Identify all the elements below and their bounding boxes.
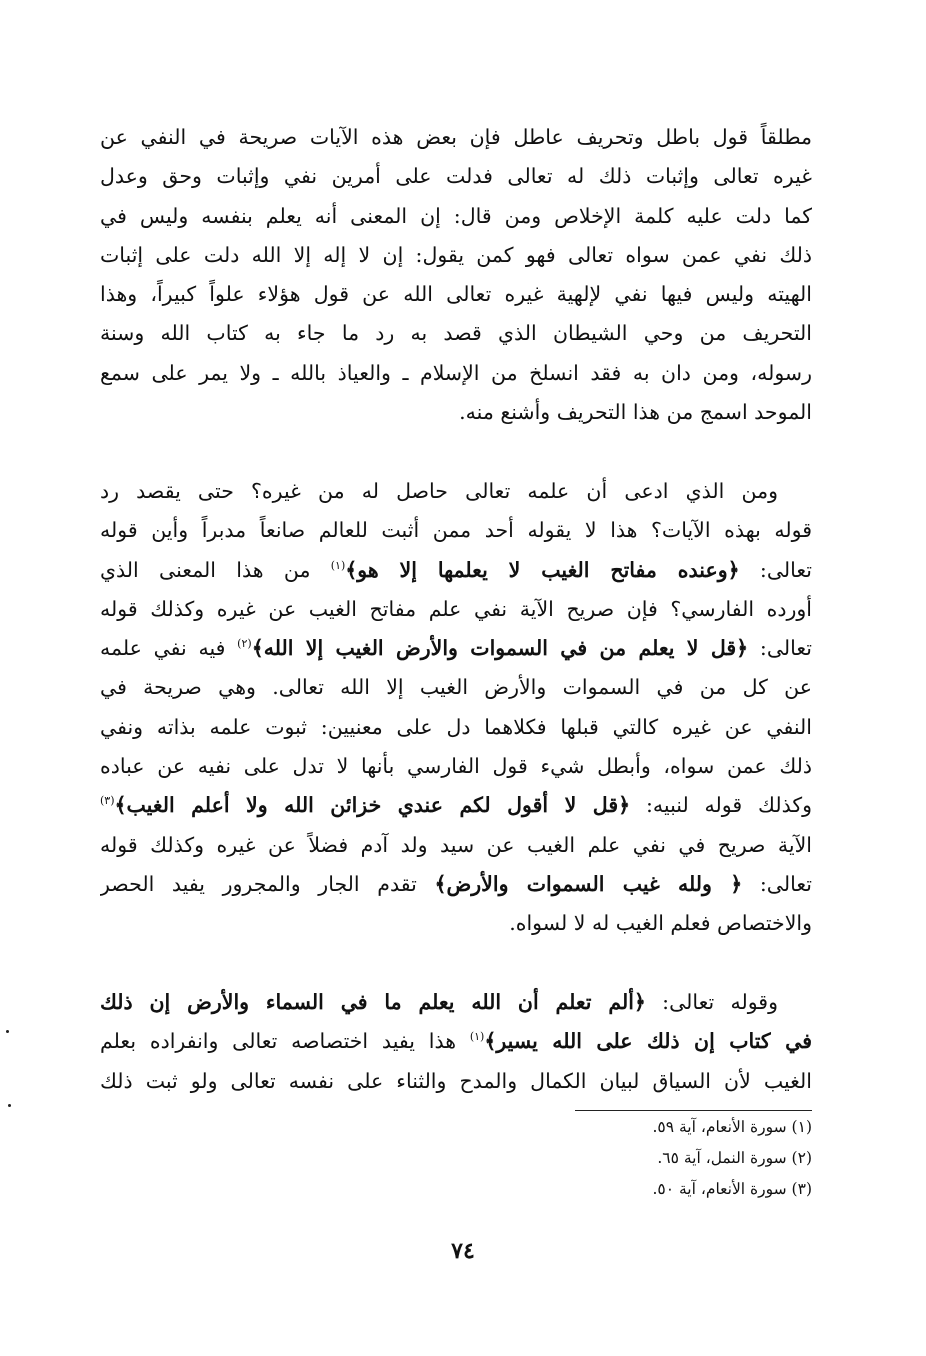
footnotes [412,1112,812,1205]
quran-verse: ﴿قل لا يعلم من في السموات والأرض الغيب إلا الله﴾ [251,636,749,661]
text-line: النفي عن غيره كالتي قبلها فكلاهما دل على معنيين: ثبوت علمه بذاته ونفي [100,714,812,739]
text-line-with-verse [100,983,812,1022]
text-segment: تعالى: [742,871,812,896]
text-line: الموحد اسمج من هذا التحريف وأشنع منه. [459,400,812,425]
text-segment: فيه نفي علمه [100,636,238,661]
text-segment: من هذا المعنى الذي [100,557,331,582]
quran-verse: في كتاب إن ذلك على الله يسير﴾ [484,1029,812,1054]
footnote: (١) سورة الأنعام، آية ٥٩. [652,1118,812,1136]
footnote: (٢) سورة النمل، آية ٦٥. [657,1149,812,1167]
text-line-with-verse [100,629,812,668]
text-segment: تقدم الجار والمجرور يفيد الحصر [100,871,435,896]
text-line: الآية صريح في نفي علم الغيب عن سيد ولد آدم فضلاً عن غيره وكذلك قوله [100,832,812,857]
page-number: ٧٤ [451,1238,475,1264]
scan-speck [6,1030,9,1033]
footnote-ref: (١) [469,1030,485,1044]
text-line: ومن الذي ادعى أن علمه تعالى حاصل له من غيره؟ حتى يقصد رد [100,479,778,503]
text-line: مطلقاً قول باطل وتحريف عاطل فإن بعض هذه الآيات صريحة في النفي عن [100,125,812,149]
text-segment: وقوله تعالى: [645,990,778,1014]
quran-verse: ﴿ألم تعلم أن الله يعلم ما في السماء والأرض إن ذلك [100,990,646,1014]
text-segment: تعالى: [748,636,812,661]
quran-verse: ﴿ ولله غيب السموات والأرض﴾ [434,871,743,896]
footnote-ref: (٣) [100,794,115,808]
text-line: الهيته وليس فيها نفي لإلهية غيره تعالى الله عن قول هؤلاء علواً كبيراً، وهذا [100,282,812,307]
footnote-ref: (١) [330,558,346,572]
text-line: عن كل من في السموات والأرض الغيب إلا الله تعالى. وهي صريحة في [100,675,812,700]
text-line: ذلك عمن سواه، وأبطل شيء قول الفارسي بأنها لا تدل على نفيه عن عباده [100,754,812,779]
text-line: والاختصاص فعلم الغيب له لا لسواه. [509,911,812,936]
text-line-with-verse [100,786,812,825]
text-line: أورده الفارسي؟ فإن صريح الآية نفي علم مفاتح الغيب عن غيره وكذلك قوله [100,596,812,621]
scan-speck [8,1104,11,1107]
text-line: قوله بهذه الآيات؟ هذا لا يقوله أحد ممن أثبت للعالم صانعاً مدبراً وأين قوله [100,518,812,543]
footnote-separator [575,1110,812,1111]
quran-verse: ﴿قل لا أقول لكم عندي خزائن الله ولا أعلم الغيب﴾ [114,793,631,818]
text-segment: وكذلك قوله لنبيه: [630,793,812,818]
paragraph-3 [100,983,812,1101]
text-line: غيره تعالى وإثبات ذلك له تعالى فدلت على أمرين نفي وإثبات وحق وعدل [100,164,812,189]
paragraph-1 [100,118,812,432]
text-line-with-verse [100,865,812,904]
text-line: الغيب لأن السياق لبيان الكمال والمدح والثناء على نفسه تعالى ولو ثبت ذلك [100,1068,812,1093]
text-line: التحريف من وحي الشيطان الذي قصد به رد ما جاء به كتاب الله وسنة [100,321,812,346]
text-segment: هذا يفيد اختصاصه تعالى وانفراده بعلم [100,1029,470,1054]
footnote-ref: (٢) [237,637,252,651]
text-segment: تعالى: [739,557,812,582]
quran-verse: ﴿وعنده مفاتح الغيب لا يعلمها إلا هو﴾ [345,557,740,582]
text-line: كما دلت عليه كلمة الإخلاص ومن قال: إن المعنى أنه يعلم بنفسه وليس في [100,203,812,228]
footnote: (٣) سورة الأنعام، آية ٥٠. [652,1180,812,1198]
text-line: ذلك نفي عمن سواه تعالى فهو كمن يقول: إن لا إله إلا الله دلت على إثبات [100,242,812,267]
text-line-with-verse [100,1022,812,1061]
text-line-with-verse [100,551,812,590]
paragraph-2 [100,472,812,944]
text-line: رسوله، ومن دان به فقد انسلخ من الإسلام ـ والعياذ بالله ـ ولا يمر على سمع [100,360,812,385]
